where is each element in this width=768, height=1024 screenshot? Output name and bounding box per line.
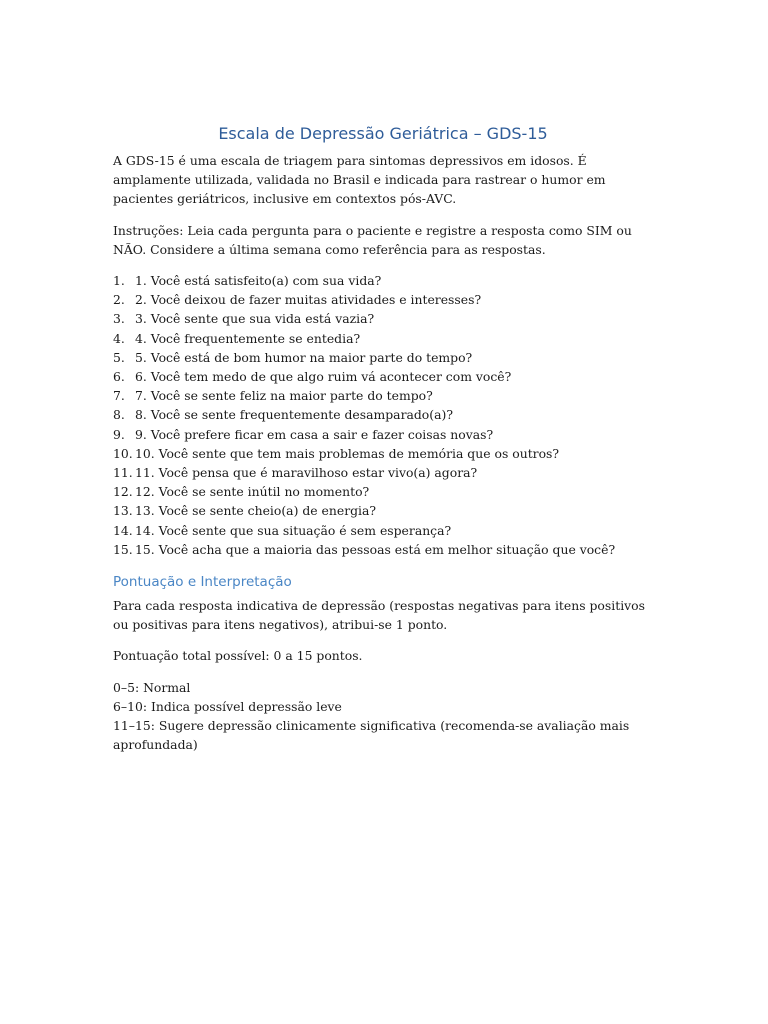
scoring-total: Pontuação total possível: 0 a 15 pontos.: [113, 648, 363, 664]
list-item-number: 11.: [113, 465, 133, 481]
list-item-number: 9.: [113, 426, 125, 442]
list-item-text: 4. Você frequentemente se entedia?: [135, 330, 361, 346]
list-item-text: 6. Você tem medo de que algo ruim vá acontecer com você?: [135, 369, 512, 385]
list-item-number: 10.: [113, 445, 133, 461]
score-range-mild: 6–10: Indica possível depressão leve: [113, 698, 342, 714]
list-item: [113, 521, 653, 540]
list-item-text: 13. Você se sente cheio(a) de energia?: [135, 503, 377, 519]
list-item: [113, 501, 653, 520]
list-item: [113, 348, 653, 367]
list-item-number: 4.: [113, 330, 125, 346]
list-item-text: 2. Você deixou de fazer muitas atividades e interesses?: [135, 292, 482, 308]
question-list: [113, 271, 653, 559]
list-item: [113, 444, 653, 463]
list-item-number: 14.: [113, 522, 133, 538]
list-item-number: 12.: [113, 484, 133, 500]
list-item-number: 5.: [113, 349, 125, 365]
list-item-text: 14. Você sente que sua situação é sem esperança?: [135, 522, 452, 538]
score-range-significant: 11–15: Sugere depressão clinicamente significativa (recomenda-se avaliação mais aprofundada): [113, 718, 630, 753]
list-item-text: 1. Você está satisfeito(a) com sua vida?: [135, 273, 382, 289]
list-item: [113, 425, 653, 444]
list-item-text: 7. Você se sente feliz na maior parte do tempo?: [135, 388, 433, 404]
document-title: Escala de Depressão Geriátrica – GDS-15: [218, 124, 548, 143]
list-item-text: 10. Você sente que tem mais problemas de memória que os outros?: [135, 445, 560, 461]
list-item: [113, 367, 653, 386]
list-item: [113, 540, 653, 559]
intro-paragraph: A GDS-15 é uma escala de triagem para sintomas depressivos em idosos. É amplamente utilizada, validada no Brasil e indicada para rastrear o humor em pacientes geriátricos, inclusive em contextos pós-AVC.: [113, 153, 606, 207]
list-item-number: 3.: [113, 311, 125, 327]
list-item: [113, 290, 653, 309]
list-item: [113, 463, 653, 482]
list-item-text: 9. Você prefere ficar em casa a sair e fazer coisas novas?: [135, 426, 494, 442]
list-item-text: 15. Você acha que a maioria das pessoas está em melhor situação que você?: [135, 541, 616, 557]
list-item: [113, 482, 653, 501]
list-item-number: 2.: [113, 292, 125, 308]
list-item-text: 5. Você está de bom humor na maior parte do tempo?: [135, 349, 473, 365]
list-item-number: 7.: [113, 388, 125, 404]
instructions-paragraph: Instruções: Leia cada pergunta para o paciente e registre a resposta como SIM ou NÃO. Considere a última semana como referência para as respostas.: [113, 222, 632, 257]
list-item-number: 15.: [113, 541, 133, 557]
list-item: [113, 386, 653, 405]
list-item: [113, 329, 653, 348]
scoring-description: Para cada resposta indicativa de depressão (respostas negativas para itens positivos ou positivas para itens negativos), atribui-se 1 ponto.: [113, 598, 645, 633]
list-item-text: 8. Você se sente frequentemente desamparado(a)?: [135, 407, 453, 423]
score-range-normal: 0–5: Normal: [113, 679, 191, 695]
list-item: [113, 271, 653, 290]
spacer: [113, 666, 653, 678]
list-item: [113, 309, 653, 328]
list-item-number: 6.: [113, 369, 125, 385]
list-item: [113, 405, 653, 424]
document-page: [113, 123, 653, 754]
scoring-heading: Pontuação e Interpretação: [113, 574, 292, 591]
list-item-text: 3. Você sente que sua vida está vazia?: [135, 311, 375, 327]
list-item-text: 11. Você pensa que é maravilhoso estar vivo(a) agora?: [135, 465, 478, 481]
list-item-number: 8.: [113, 407, 125, 423]
list-item-number: 1.: [113, 273, 125, 289]
list-item-number: 13.: [113, 503, 133, 519]
list-item-text: 12. Você se sente inútil no momento?: [135, 484, 370, 500]
